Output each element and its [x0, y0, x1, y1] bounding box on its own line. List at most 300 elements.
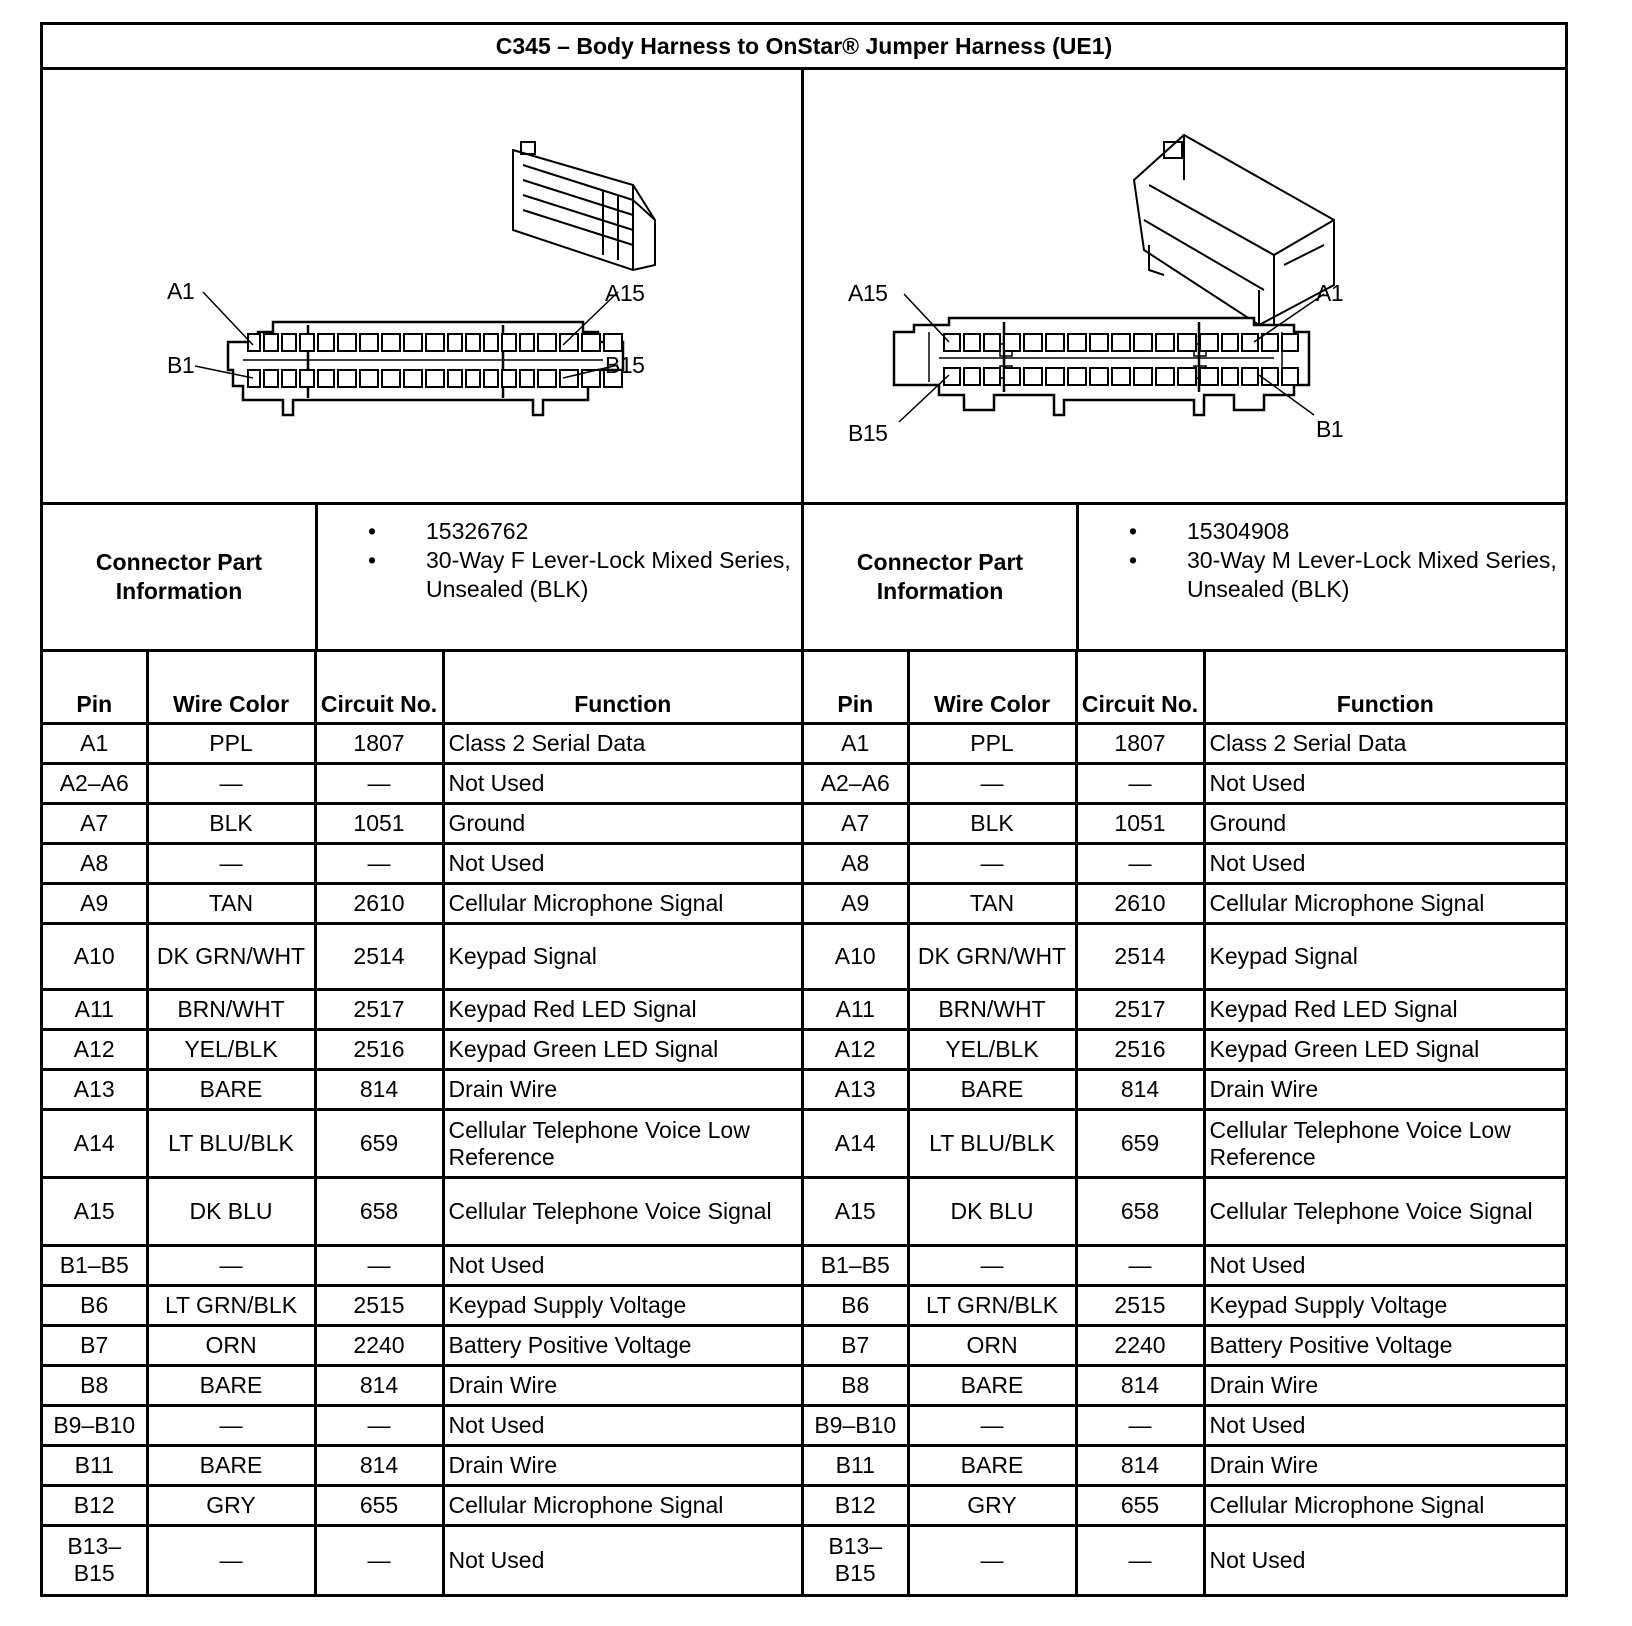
- cell-wire-color: GRY: [147, 1486, 315, 1526]
- cell-pin: B8: [804, 1366, 908, 1406]
- cell-pin: B7: [43, 1326, 147, 1366]
- male-connector-diagram: [804, 70, 1565, 502]
- col-wire-color: Wire Color: [147, 652, 315, 724]
- cell-circuit: 2516: [315, 1030, 443, 1070]
- cell-pin: A15: [43, 1178, 147, 1246]
- cell-function: Not Used: [1204, 844, 1565, 884]
- cell-wire-color: LT BLU/BLK: [147, 1110, 315, 1178]
- table-row: [804, 804, 1565, 844]
- pin-cavity: [1178, 334, 1196, 351]
- pinout-halves: [43, 505, 1565, 1594]
- col-pin: Pin: [804, 652, 908, 724]
- cell-function: Not Used: [443, 764, 801, 804]
- table-row: [43, 884, 801, 924]
- cell-pin: B12: [43, 1486, 147, 1526]
- cell-wire-color: PPL: [908, 724, 1076, 764]
- cell-wire-color: —: [147, 1526, 315, 1594]
- pin-cavity: [264, 334, 278, 351]
- cell-function: Cellular Telephone Voice Low Reference: [443, 1110, 801, 1178]
- table-row: [43, 1178, 801, 1246]
- pin-label-b15: B15: [848, 420, 888, 446]
- pin-cavity: [1134, 368, 1152, 385]
- cell-pin: A2–A6: [804, 764, 908, 804]
- cell-circuit: —: [315, 764, 443, 804]
- cell-function: Cellular Microphone Signal: [1204, 1486, 1565, 1526]
- pin-cavity: [282, 334, 296, 351]
- pin-cavity: [560, 334, 578, 351]
- pin-cavity: [1156, 334, 1174, 351]
- cell-circuit: —: [315, 844, 443, 884]
- pin-cavity: [538, 370, 556, 387]
- pin-cavity: [426, 370, 444, 387]
- part-description: 30-Way F Lever-Lock Mixed Series, Unsealed (BLK): [426, 547, 791, 602]
- cell-pin: A11: [804, 990, 908, 1030]
- cell-function: Ground: [443, 804, 801, 844]
- cell-function: Drain Wire: [1204, 1446, 1565, 1486]
- cell-wire-color: PPL: [147, 724, 315, 764]
- cell-function: Not Used: [443, 1406, 801, 1446]
- cell-pin: B13–B15: [804, 1526, 908, 1594]
- cell-wire-color: YEL/BLK: [908, 1030, 1076, 1070]
- pin-cavity: [1090, 334, 1108, 351]
- pin-cavity: [502, 334, 516, 351]
- pin-cavity: [282, 370, 296, 387]
- cell-pin: A8: [804, 844, 908, 884]
- cell-function: Not Used: [1204, 764, 1565, 804]
- cell-function: Keypad Green LED Signal: [443, 1030, 801, 1070]
- pin-cavity: [964, 368, 980, 385]
- cell-wire-color: ORN: [147, 1326, 315, 1366]
- pin-cavity: [360, 370, 378, 387]
- col-function: Function: [443, 652, 801, 724]
- cell-wire-color: DK BLU: [908, 1178, 1076, 1246]
- table-row: [43, 1446, 801, 1486]
- cell-function: Not Used: [443, 1246, 801, 1286]
- cell-function: Keypad Green LED Signal: [1204, 1030, 1565, 1070]
- cell-circuit: 2240: [1076, 1326, 1204, 1366]
- pin-cavity: [484, 370, 498, 387]
- cell-pin: A12: [804, 1030, 908, 1070]
- pin-cavity: [984, 368, 1000, 385]
- cell-circuit: 814: [315, 1446, 443, 1486]
- cell-circuit: —: [1076, 764, 1204, 804]
- cell-function: Keypad Signal: [443, 924, 801, 990]
- cell-pin: B1–B5: [804, 1246, 908, 1286]
- bullet: •: [368, 547, 377, 573]
- cell-pin: B12: [804, 1486, 908, 1526]
- col-pin: Pin: [43, 652, 147, 724]
- pin-cavity: [604, 334, 622, 351]
- male-pinout: [804, 505, 1565, 1594]
- cell-wire-color: —: [147, 1246, 315, 1286]
- cell-function: Not Used: [443, 844, 801, 884]
- cell-circuit: 658: [315, 1178, 443, 1246]
- part-info-item: [368, 517, 801, 546]
- pin-cavity: [1004, 368, 1020, 385]
- cell-circuit: 1051: [1076, 804, 1204, 844]
- pin-cavity: [1200, 334, 1218, 351]
- part-info-label: Connector Part Information: [804, 505, 1079, 649]
- pin-cavity: [1282, 334, 1298, 351]
- pin-cavity: [1090, 368, 1108, 385]
- pin-cavity: [1024, 334, 1042, 351]
- pin-cavity: [404, 370, 422, 387]
- pin-cavity: [1222, 334, 1238, 351]
- pin-cavity: [448, 334, 462, 351]
- cell-wire-color: —: [908, 1406, 1076, 1446]
- table-row: [804, 1178, 1565, 1246]
- pin-cavity: [382, 370, 400, 387]
- table-row: [43, 1286, 801, 1326]
- cell-wire-color: LT BLU/BLK: [908, 1110, 1076, 1178]
- cell-pin: A12: [43, 1030, 147, 1070]
- cell-pin: A10: [804, 924, 908, 990]
- table-row: [43, 844, 801, 884]
- female-pinout: [43, 505, 804, 1594]
- part-info-box: [804, 505, 1565, 652]
- cell-pin: A13: [804, 1070, 908, 1110]
- col-function: Function: [1204, 652, 1565, 724]
- table-row: [43, 1526, 801, 1594]
- pinout-rows: [804, 724, 1565, 1594]
- pin-cavity: [264, 370, 278, 387]
- pin-cavity: [300, 370, 314, 387]
- cell-circuit: 814: [1076, 1366, 1204, 1406]
- cell-wire-color: YEL/BLK: [147, 1030, 315, 1070]
- pin-cavity: [538, 334, 556, 351]
- cell-wire-color: LT GRN/BLK: [908, 1286, 1076, 1326]
- cell-wire-color: LT GRN/BLK: [147, 1286, 315, 1326]
- cell-circuit: 2517: [315, 990, 443, 1030]
- pin-cavity: [338, 370, 356, 387]
- cell-wire-color: BARE: [908, 1366, 1076, 1406]
- cell-circuit: 814: [315, 1366, 443, 1406]
- cell-circuit: 1807: [315, 724, 443, 764]
- female-connector-isometric: [513, 142, 655, 270]
- cell-function: Class 2 Serial Data: [1204, 724, 1565, 764]
- cell-function: Drain Wire: [443, 1366, 801, 1406]
- cell-wire-color: BARE: [147, 1070, 315, 1110]
- pin-cavity: [1242, 368, 1258, 385]
- cell-pin: A15: [804, 1178, 908, 1246]
- table-row: [804, 990, 1565, 1030]
- cell-pin: B6: [804, 1286, 908, 1326]
- pin-cavity: [382, 334, 400, 351]
- cell-wire-color: DK BLU: [147, 1178, 315, 1246]
- pin-cavity: [448, 370, 462, 387]
- part-info-item: [1129, 546, 1565, 604]
- pin-cavity: [1242, 334, 1258, 351]
- cell-function: Cellular Telephone Voice Signal: [443, 1178, 801, 1246]
- cell-function: Battery Positive Voltage: [443, 1326, 801, 1366]
- pin-cavity: [484, 334, 498, 351]
- table-row: [43, 1406, 801, 1446]
- cell-pin: B9–B10: [804, 1406, 908, 1446]
- pin-cavity: [1262, 334, 1278, 351]
- table-row: [804, 884, 1565, 924]
- cell-pin: B7: [804, 1326, 908, 1366]
- part-info-list: [1079, 505, 1565, 649]
- table-row: [43, 1070, 801, 1110]
- cell-circuit: 2515: [1076, 1286, 1204, 1326]
- cell-pin: B8: [43, 1366, 147, 1406]
- part-info-label: Connector Part Information: [43, 505, 318, 649]
- female-connector-drawing: [43, 70, 805, 502]
- pin-label-a1: A1: [167, 278, 195, 304]
- cell-circuit: 814: [1076, 1070, 1204, 1110]
- table-row: [43, 1246, 801, 1286]
- pin-cavity: [1282, 368, 1298, 385]
- cell-circuit: 814: [315, 1070, 443, 1110]
- cell-pin: B9–B10: [43, 1406, 147, 1446]
- female-connector-diagram: [43, 70, 804, 502]
- cell-function: Cellular Microphone Signal: [1204, 884, 1565, 924]
- table-row: [804, 924, 1565, 990]
- pin-cavity: [1068, 334, 1086, 351]
- cell-circuit: —: [315, 1406, 443, 1446]
- cell-circuit: —: [1076, 1406, 1204, 1446]
- pin-cavity: [360, 334, 378, 351]
- cell-wire-color: BARE: [147, 1366, 315, 1406]
- cell-circuit: 2514: [1076, 924, 1204, 990]
- table-row: [804, 1326, 1565, 1366]
- table-row: [804, 1486, 1565, 1526]
- pin-cavity: [1222, 368, 1238, 385]
- part-info-box: [43, 505, 801, 652]
- cell-pin: A9: [804, 884, 908, 924]
- cell-circuit: 1807: [1076, 724, 1204, 764]
- pinout-table-male: [804, 652, 1565, 1594]
- cell-pin: B1–B5: [43, 1246, 147, 1286]
- table-row: [43, 1486, 801, 1526]
- cell-pin: B11: [43, 1446, 147, 1486]
- male-connector-face: [894, 318, 1309, 415]
- cell-function: Drain Wire: [1204, 1366, 1565, 1406]
- table-row: [804, 1030, 1565, 1070]
- connector-sheet: [40, 22, 1568, 1597]
- part-number: 15326762: [426, 518, 529, 544]
- cell-function: Not Used: [1204, 1406, 1565, 1446]
- part-info-item: [1129, 517, 1565, 546]
- table-row: [43, 1110, 801, 1178]
- pin-label-a1: A1: [1316, 280, 1344, 306]
- male-connector-drawing: [804, 70, 1566, 502]
- cell-circuit: 655: [315, 1486, 443, 1526]
- cell-function: Drain Wire: [443, 1070, 801, 1110]
- pin-cavity: [318, 370, 334, 387]
- cell-function: Cellular Telephone Voice Low Reference: [1204, 1110, 1565, 1178]
- bullet: •: [1129, 547, 1138, 573]
- table-row: [43, 924, 801, 990]
- table-row: [804, 1110, 1565, 1178]
- table-row: [804, 1366, 1565, 1406]
- pin-cavity: [466, 334, 480, 351]
- cell-function: Not Used: [443, 1526, 801, 1594]
- cell-circuit: 2514: [315, 924, 443, 990]
- pin-cavity: [426, 334, 444, 351]
- cell-function: Drain Wire: [443, 1446, 801, 1486]
- cell-function: Cellular Telephone Voice Signal: [1204, 1178, 1565, 1246]
- cell-wire-color: —: [147, 844, 315, 884]
- pin-cavity: [1178, 368, 1196, 385]
- connector-diagrams: [43, 70, 1565, 505]
- cell-pin: A8: [43, 844, 147, 884]
- pin-cavity: [1004, 334, 1020, 351]
- pin-cavity: [520, 370, 534, 387]
- cell-pin: A11: [43, 990, 147, 1030]
- cell-function: Cellular Microphone Signal: [443, 1486, 801, 1526]
- table-row: [43, 804, 801, 844]
- pin-label-b1: B1: [167, 352, 195, 378]
- pin-cavity: [984, 334, 1000, 351]
- cell-function: Class 2 Serial Data: [443, 724, 801, 764]
- table-row: [43, 990, 801, 1030]
- cell-wire-color: BLK: [908, 804, 1076, 844]
- cell-pin: A7: [43, 804, 147, 844]
- cell-wire-color: BARE: [908, 1070, 1076, 1110]
- cell-function: Keypad Red LED Signal: [1204, 990, 1565, 1030]
- cell-pin: A13: [43, 1070, 147, 1110]
- pin-label-a15: A15: [605, 280, 645, 306]
- table-row: [43, 1326, 801, 1366]
- cell-circuit: 2240: [315, 1326, 443, 1366]
- pin-cavity: [300, 334, 314, 351]
- pin-cavity: [466, 370, 480, 387]
- cell-wire-color: BRN/WHT: [147, 990, 315, 1030]
- pin-cavity: [1112, 368, 1130, 385]
- cell-circuit: 814: [1076, 1446, 1204, 1486]
- cell-circuit: 2610: [1076, 884, 1204, 924]
- sheet-title: C345 – Body Harness to OnStar® Jumper Harness (UE1): [43, 25, 1565, 70]
- col-circuit: Circuit No.: [315, 652, 443, 724]
- col-wire-color: Wire Color: [908, 652, 1076, 724]
- table-row: [43, 764, 801, 804]
- bullet: •: [368, 518, 377, 544]
- part-number: 15304908: [1187, 518, 1290, 544]
- cell-pin: A14: [804, 1110, 908, 1178]
- table-row: [804, 1406, 1565, 1446]
- table-row: [43, 724, 801, 764]
- pin-cavity: [404, 334, 422, 351]
- table-row: [43, 1030, 801, 1070]
- pin-cavity: [1200, 368, 1218, 385]
- table-row: [804, 764, 1565, 804]
- table-row: [43, 1366, 801, 1406]
- cell-pin: A2–A6: [43, 764, 147, 804]
- cell-pin: A1: [804, 724, 908, 764]
- pin-cavity: [560, 370, 578, 387]
- part-description: 30-Way M Lever-Lock Mixed Series, Unsealed (BLK): [1187, 547, 1557, 602]
- pin-label-b15: B15: [605, 352, 645, 378]
- pin-cavity: [1134, 334, 1152, 351]
- cell-circuit: 2516: [1076, 1030, 1204, 1070]
- cell-pin: B11: [804, 1446, 908, 1486]
- cell-wire-color: —: [908, 844, 1076, 884]
- bullet: •: [1129, 518, 1138, 544]
- cell-pin: A9: [43, 884, 147, 924]
- pin-cavity: [1156, 368, 1174, 385]
- part-info-list: [318, 505, 801, 649]
- cell-circuit: —: [1076, 1526, 1204, 1594]
- table-row: [804, 1526, 1565, 1594]
- cell-circuit: 1051: [315, 804, 443, 844]
- cell-wire-color: ORN: [908, 1326, 1076, 1366]
- cell-wire-color: DK GRN/WHT: [147, 924, 315, 990]
- col-circuit: Circuit No.: [1076, 652, 1204, 724]
- cell-wire-color: BARE: [908, 1446, 1076, 1486]
- cell-circuit: —: [315, 1246, 443, 1286]
- cell-circuit: 659: [1076, 1110, 1204, 1178]
- cell-pin: B6: [43, 1286, 147, 1326]
- pin-cavity: [1046, 334, 1064, 351]
- pin-cavity: [964, 334, 980, 351]
- cell-pin: A10: [43, 924, 147, 990]
- pin-label-b1: B1: [1316, 416, 1344, 442]
- table-row: [804, 1070, 1565, 1110]
- table-row: [804, 844, 1565, 884]
- cell-circuit: 2515: [315, 1286, 443, 1326]
- pin-cavity: [318, 334, 334, 351]
- cell-pin: A14: [43, 1110, 147, 1178]
- pin-cavity: [1112, 334, 1130, 351]
- male-connector-isometric: [1134, 135, 1334, 325]
- cell-wire-color: GRY: [908, 1486, 1076, 1526]
- pin-label-a15: A15: [848, 280, 888, 306]
- cell-circuit: —: [1076, 844, 1204, 884]
- cell-wire-color: BLK: [147, 804, 315, 844]
- table-row: [804, 1446, 1565, 1486]
- pin-cavity: [338, 334, 356, 351]
- cell-wire-color: —: [908, 764, 1076, 804]
- pin-cavity: [520, 334, 534, 351]
- pin-cavity: [1068, 368, 1086, 385]
- cell-wire-color: —: [908, 1246, 1076, 1286]
- cell-circuit: 655: [1076, 1486, 1204, 1526]
- cell-wire-color: —: [147, 764, 315, 804]
- cell-function: Ground: [1204, 804, 1565, 844]
- cell-function: Keypad Supply Voltage: [443, 1286, 801, 1326]
- cell-wire-color: BRN/WHT: [908, 990, 1076, 1030]
- cell-function: Not Used: [1204, 1526, 1565, 1594]
- table-row: [804, 724, 1565, 764]
- cell-pin: B13–B15: [43, 1526, 147, 1594]
- cell-wire-color: DK GRN/WHT: [908, 924, 1076, 990]
- cell-wire-color: BARE: [147, 1446, 315, 1486]
- pin-cavity: [1046, 368, 1064, 385]
- pinout-table-female: [43, 652, 801, 1594]
- pin-cavity: [944, 334, 960, 351]
- cell-wire-color: TAN: [147, 884, 315, 924]
- table-row: [804, 1286, 1565, 1326]
- pin-cavity: [1024, 368, 1042, 385]
- cell-circuit: —: [1076, 1246, 1204, 1286]
- cell-function: Not Used: [1204, 1246, 1565, 1286]
- cell-pin: A1: [43, 724, 147, 764]
- cell-function: Keypad Supply Voltage: [1204, 1286, 1565, 1326]
- cell-circuit: 658: [1076, 1178, 1204, 1246]
- cell-circuit: —: [315, 1526, 443, 1594]
- pin-cavity: [502, 370, 516, 387]
- cell-circuit: 2610: [315, 884, 443, 924]
- cell-function: Keypad Red LED Signal: [443, 990, 801, 1030]
- pinout-rows: [43, 724, 801, 1594]
- cell-function: Cellular Microphone Signal: [443, 884, 801, 924]
- cell-wire-color: —: [908, 1526, 1076, 1594]
- cell-wire-color: —: [147, 1406, 315, 1446]
- part-info-item: [368, 546, 801, 604]
- cell-circuit: 659: [315, 1110, 443, 1178]
- cell-pin: A7: [804, 804, 908, 844]
